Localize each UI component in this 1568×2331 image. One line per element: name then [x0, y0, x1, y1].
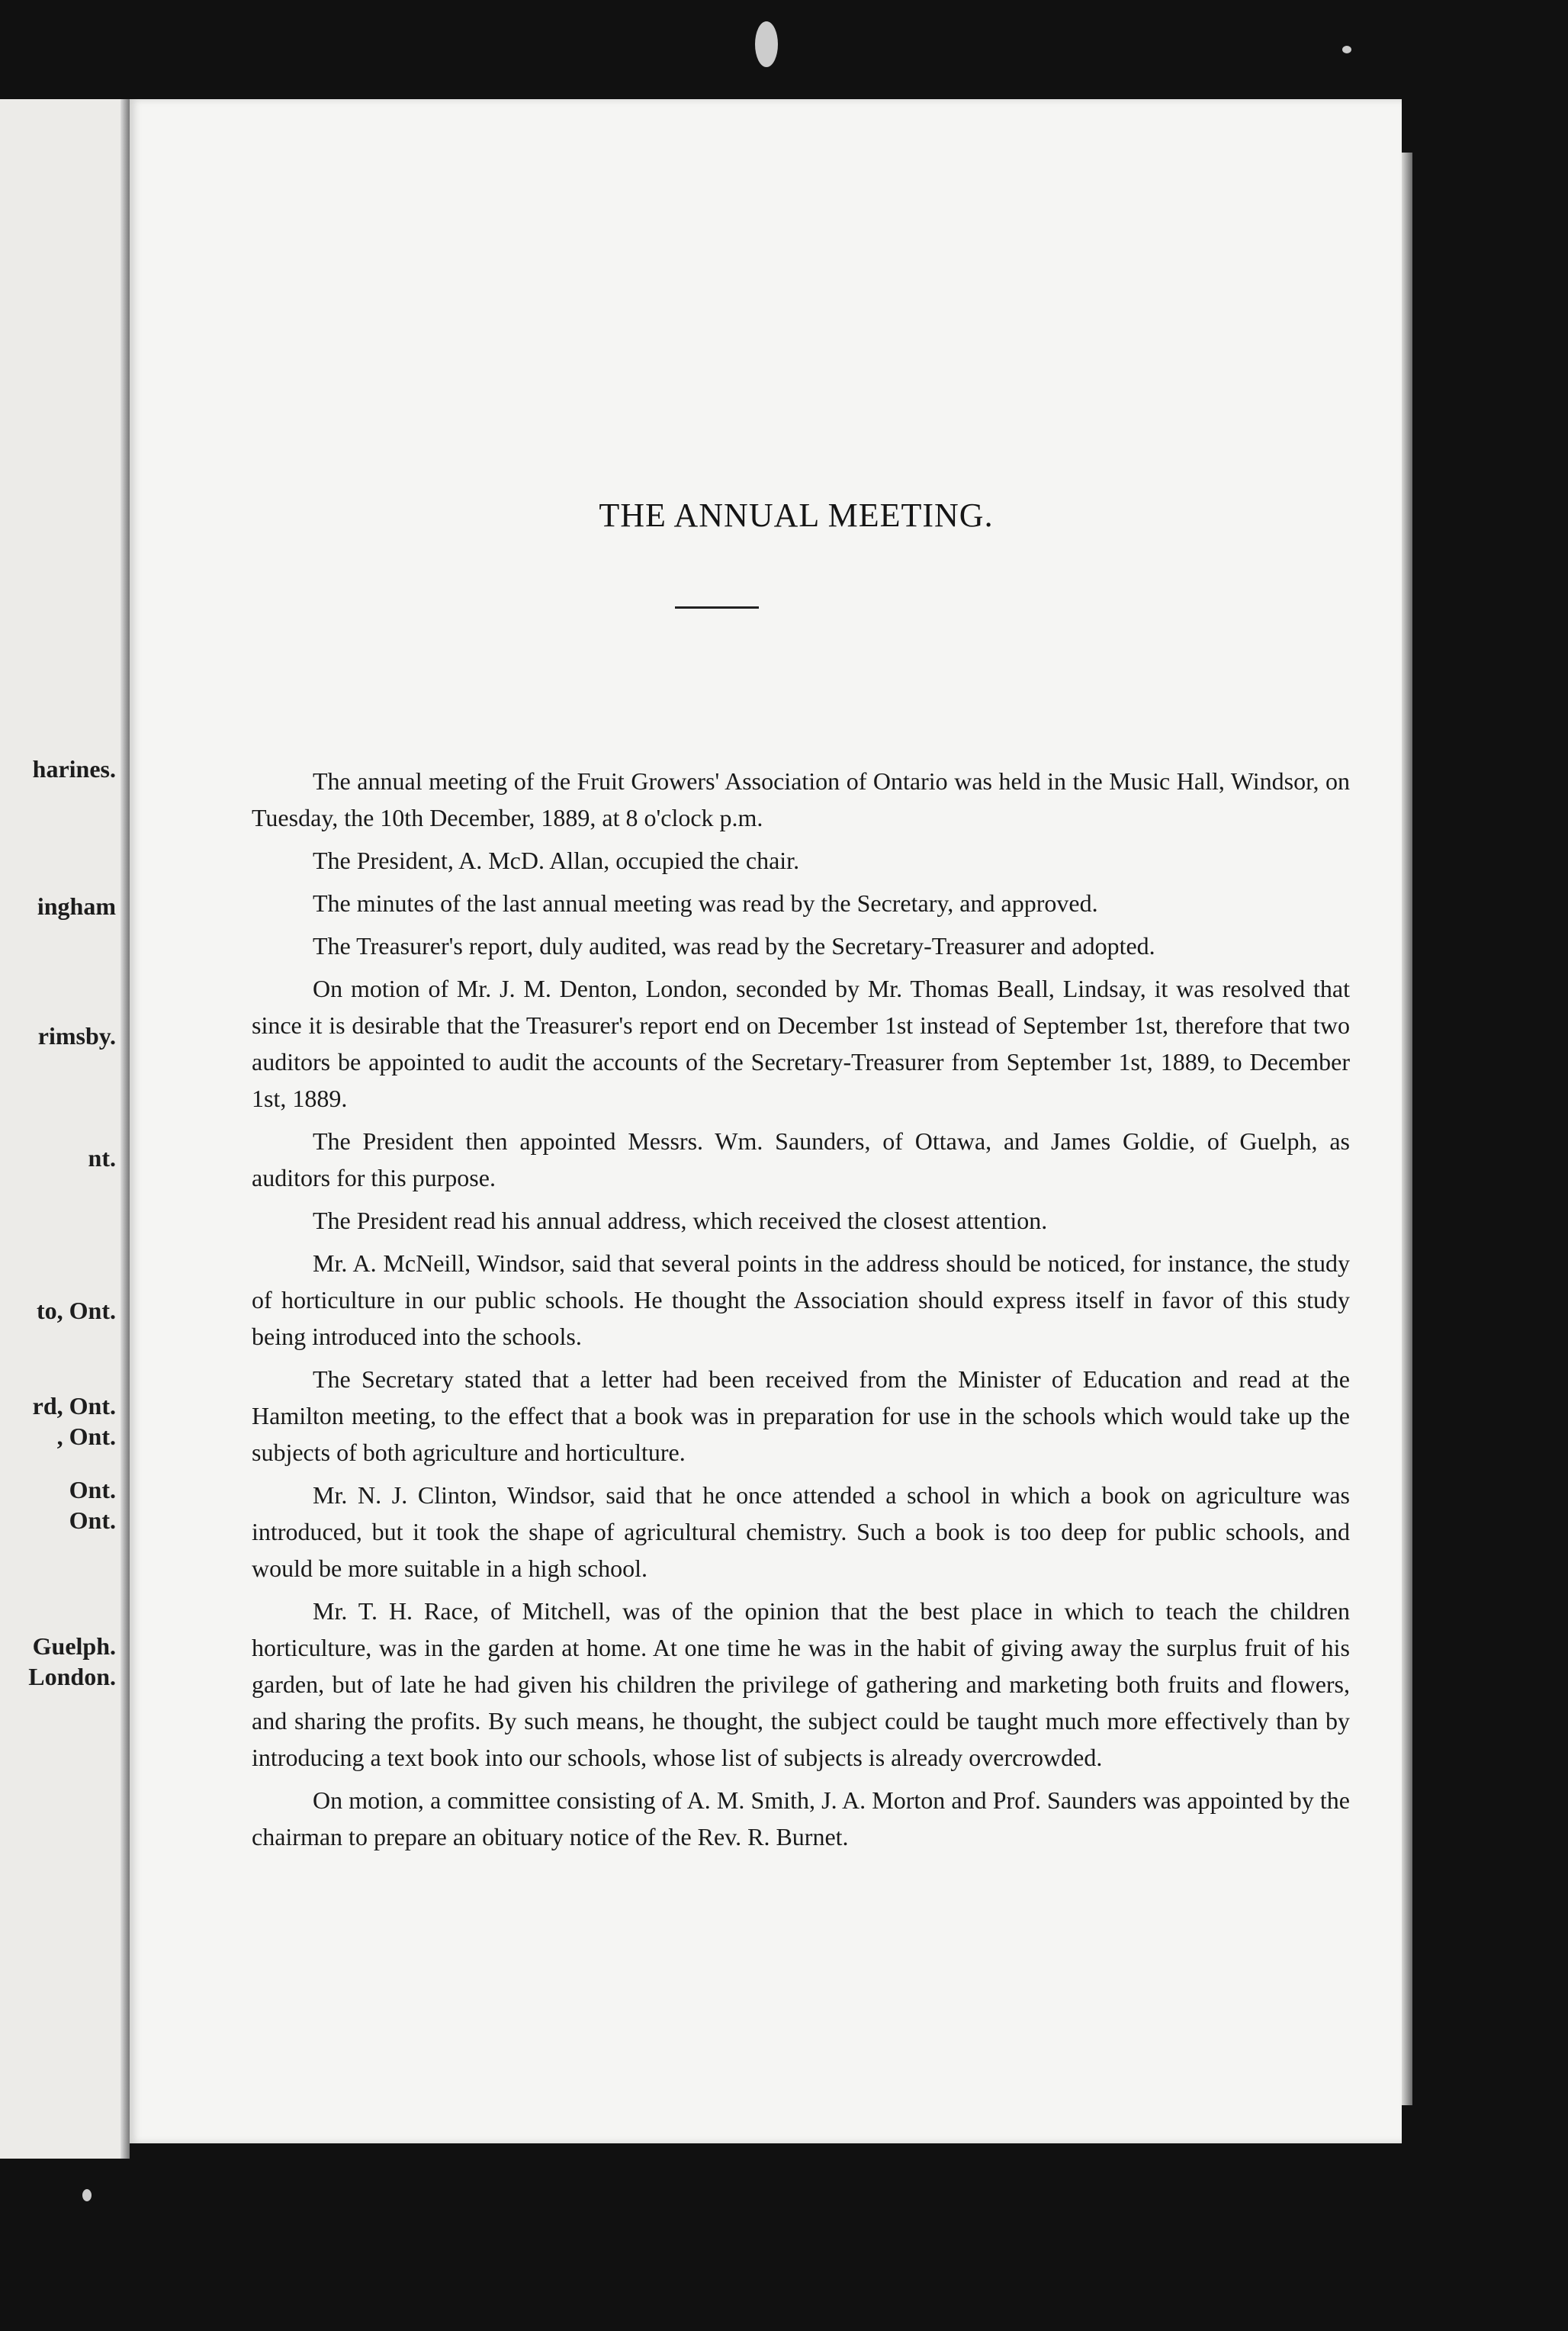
paragraph: On motion of Mr. J. M. Denton, London, seconded by Mr. Thomas Beall, Lindsay, it was resolved that since it is desirable that the Treasurer's report end on December 1st instead of September 1st, therefore that two auditors be appointed to audit the accounts of the Secretary-Treasurer from September 1st, 1889, to December 1st, 1889. [252, 975, 1350, 1112]
title-rule [675, 606, 759, 609]
paragraph: Mr. N. J. Clinton, Windsor, said that he once attended a school in which a book on agriculture was introduced, but it took the shape of agricultural chemistry. Such a book is too deep for public schools, and would be more suitable in a high school. [252, 1481, 1350, 1582]
page-title: THE ANNUAL MEETING. [599, 497, 994, 534]
margin-fragment: rd, Ont. [32, 1392, 116, 1419]
paragraph: The minutes of the last annual meeting was read by the Secretary, and approved. [313, 889, 1098, 917]
left-page-gutter [120, 99, 130, 2159]
left-facing-page [0, 99, 130, 2159]
margin-fragment: Ont. [69, 1506, 116, 1534]
paragraph: The annual meeting of the Fruit Growers' Association of Ontario was held in the Music Hall, Windsor, on Tuesday, the 10th December, 1889, at 8 o'clock p.m. [252, 767, 1350, 831]
paragraph: The Treasurer's report, duly audited, was read by the Secretary-Treasurer and adopted. [313, 932, 1155, 960]
margin-fragment: Guelph. [32, 1632, 116, 1660]
margin-fragment: , Ont. [56, 1423, 116, 1450]
margin-fragment: ingham [37, 892, 116, 920]
body-text [252, 763, 1350, 1861]
paragraph: The President read his annual address, which received the closest attention. [313, 1207, 1048, 1234]
margin-fragment: to, Ont. [37, 1297, 116, 1324]
page-edge-shadow [1402, 153, 1412, 2105]
scan-speck [82, 2189, 92, 2201]
paragraph: The President, A. McD. Allan, occupied the chair. [313, 847, 800, 874]
scan-speck [755, 21, 778, 67]
paragraph: Mr. T. H. Race, of Mitchell, was of the opinion that the best place in which to teach the children horticulture, was in the garden at home. At one time he was in the habit of giving away the surplus fruit of his garden, but of late he had given his children the privilege of gathering and marketing both fruits and flowers, and sharing the profits. By such means, he thought, the subject could be taught much more effectively than by introducing a text book into our schools, whose list of subjects is already overcrowded. [252, 1597, 1350, 1771]
margin-fragment: Ont. [69, 1476, 116, 1503]
margin-fragment: nt. [88, 1144, 116, 1172]
margin-fragment: London. [28, 1663, 116, 1690]
margin-fragment: harines. [32, 755, 116, 783]
scan-speck [1342, 46, 1351, 53]
document-page [130, 99, 1402, 2143]
margin-fragment: rimsby. [37, 1022, 116, 1050]
paragraph: Mr. A. McNeill, Windsor, said that several points in the address should be noticed, for instance, the study of horticulture in our public schools. He thought the Association should express itself in favor of this study being introduced into the schools. [252, 1249, 1350, 1350]
paragraph: The Secretary stated that a letter had been received from the Minister of Education and read at the Hamilton meeting, to the effect that a book was in preparation for use in the schools which would take up the subjects of both agriculture and horticulture. [252, 1365, 1350, 1466]
paragraph: The President then appointed Messrs. Wm. Saunders, of Ottawa, and James Goldie, of Guelph, as auditors for this purpose. [252, 1127, 1350, 1191]
paragraph: On motion, a committee consisting of A. M. Smith, J. A. Morton and Prof. Saunders was appointed by the chairman to prepare an obituary notice of the Rev. R. Burnet. [252, 1786, 1350, 1850]
